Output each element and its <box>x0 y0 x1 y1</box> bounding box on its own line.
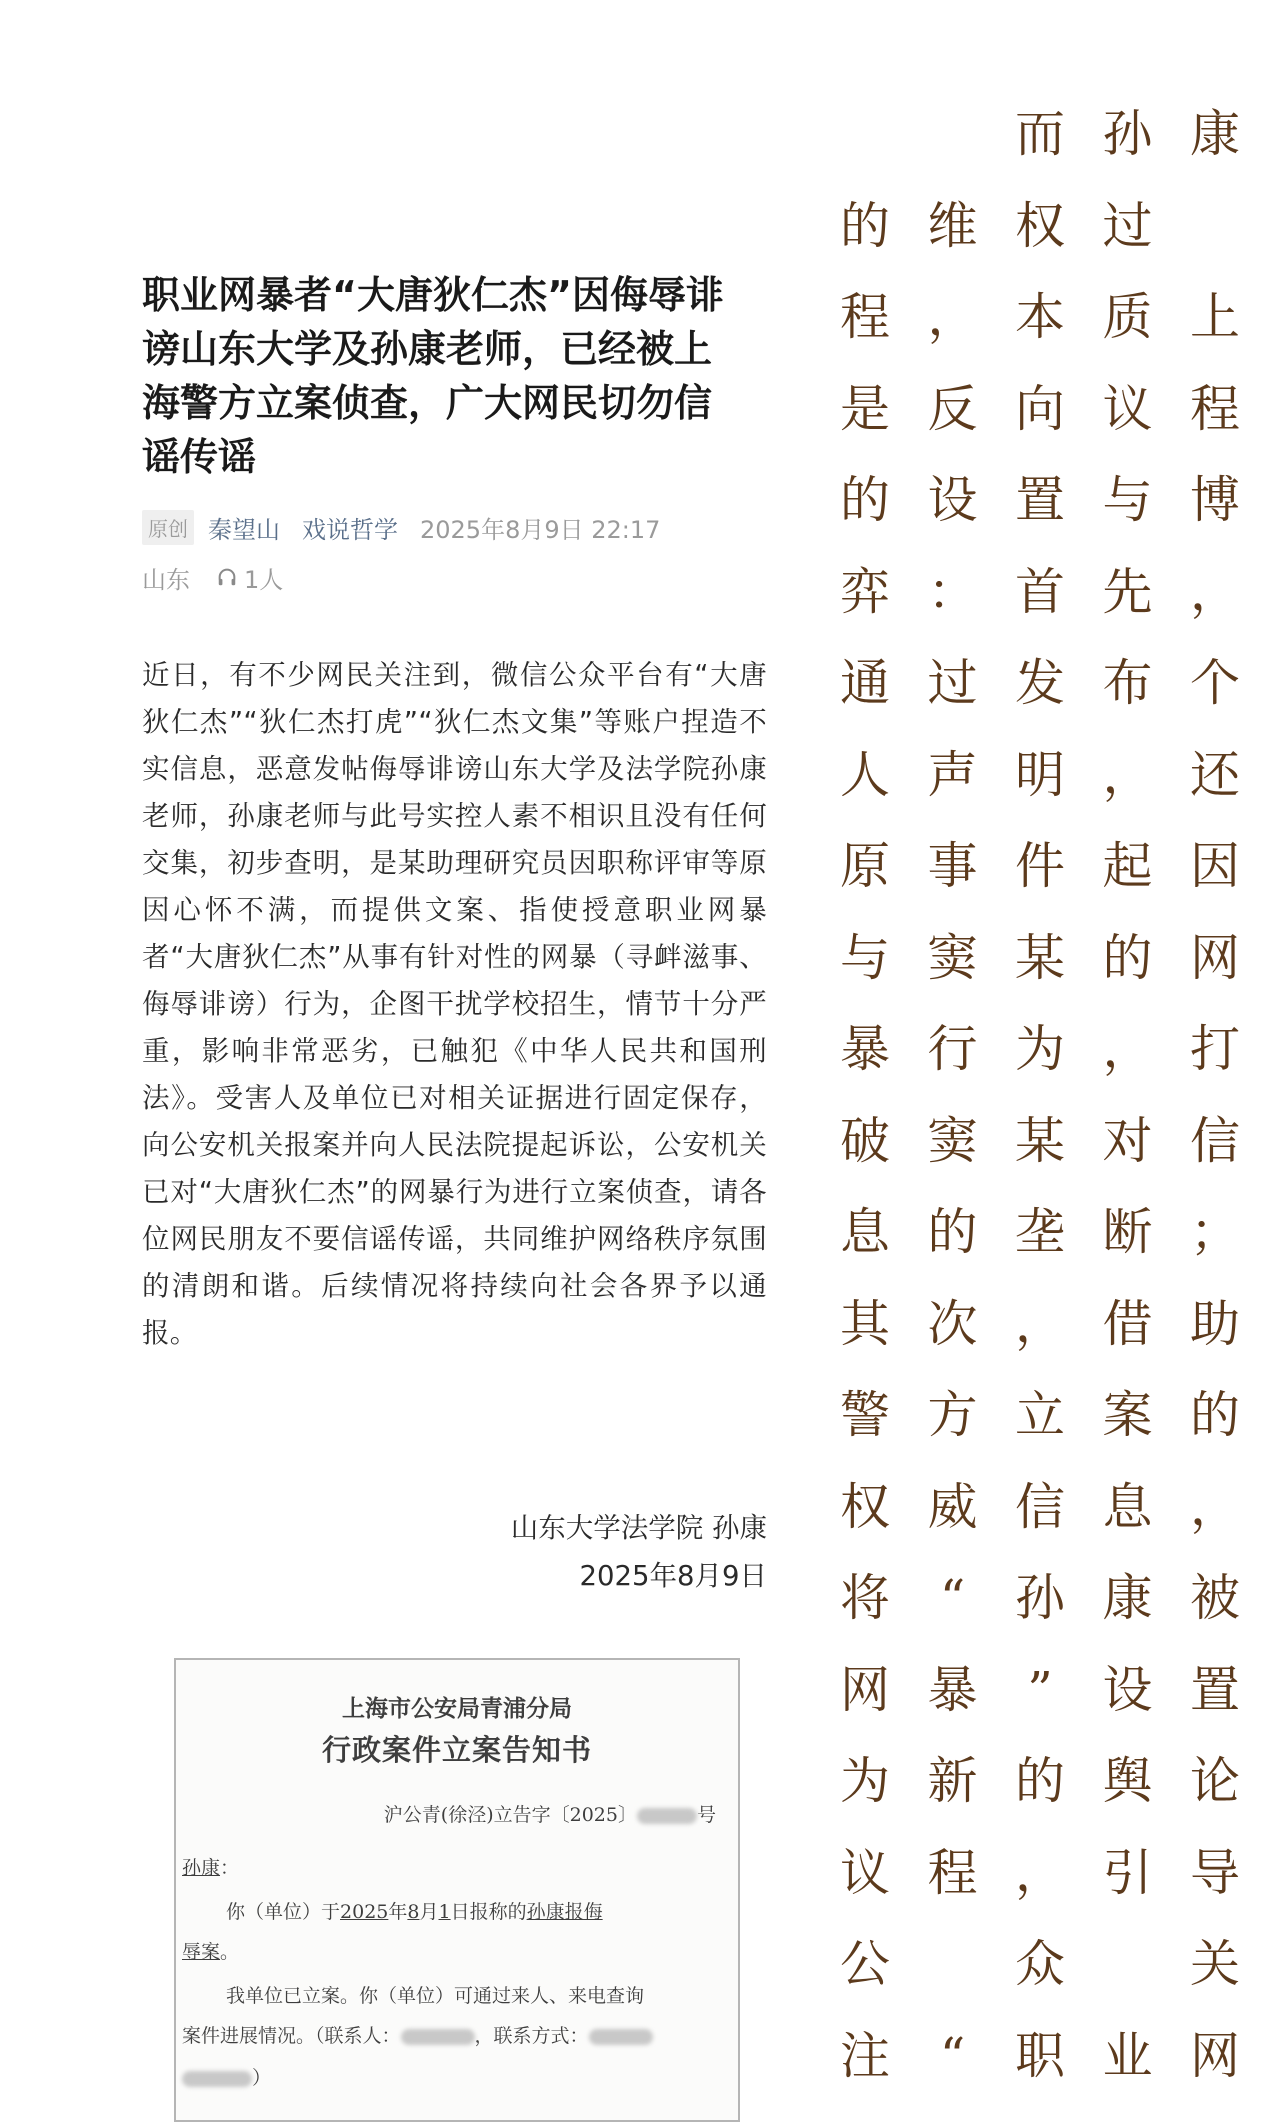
commentary-char: 上 <box>1190 288 1240 346</box>
case-notice-document <box>174 1658 740 2122</box>
commentary-char: 原 <box>840 837 890 895</box>
commentary-line <box>820 1552 1280 1644</box>
notice-line-5: ） <box>182 2058 722 2098</box>
commentary-line <box>820 1003 1280 1095</box>
commentary-char: 事 <box>927 837 978 895</box>
commentary-char: 窦 <box>927 1111 978 1170</box>
commentary-char: 网 <box>1190 928 1240 987</box>
commentary-char: 通 <box>840 654 890 712</box>
commentary-char: ， <box>1015 1843 1065 1902</box>
commentary-char: 论 <box>1190 1752 1240 1810</box>
commentary-char: 信 <box>1190 1111 1240 1170</box>
commentary-char: 暴 <box>840 1020 890 1078</box>
commentary-char: 起 <box>1102 837 1153 895</box>
commentary-line <box>820 454 1280 546</box>
commentary-line <box>820 637 1280 729</box>
commentary-char: “ <box>939 2026 966 2085</box>
commentary-char: 方 <box>927 1386 978 1444</box>
commentary-char: 职 <box>1015 2026 1065 2085</box>
commentary-char: 的 <box>1102 928 1153 987</box>
article-meta-secondary <box>142 558 283 596</box>
commentary-char: 发 <box>1015 654 1065 712</box>
commentary-char: 网 <box>840 1660 890 1719</box>
commentary-line <box>820 180 1280 272</box>
commentary-char: 弈 <box>840 562 890 621</box>
commentary-line <box>820 1369 1280 1461</box>
notice-line-2: 辱案。 <box>182 1941 240 1963</box>
commentary-char: 行 <box>927 1020 978 1078</box>
commentary-char: 议 <box>840 1843 890 1902</box>
notice-line-4: 案件进展情况。（联系人： ，联系方式： <box>182 2016 722 2056</box>
commentary-char: 而 <box>1015 105 1065 163</box>
commentary-char: 质 <box>1102 288 1153 346</box>
commentary-char: 某 <box>1015 1111 1065 1170</box>
commentary-char: 与 <box>840 928 890 987</box>
commentary-char: 垄 <box>1015 1203 1065 1261</box>
commentary-char: 破 <box>840 1111 890 1170</box>
commentary-char: 孙 <box>1015 1569 1065 1627</box>
article-title: 职业网暴者“大唐狄仁杰”因侮辱诽谤山东大学及孙康老师，已经被上海警方立案侦查，广大网民切勿信谣传谣 <box>142 273 724 479</box>
commentary-char: 设 <box>927 471 978 529</box>
account-link[interactable]: 戏说哲学 <box>302 515 398 544</box>
commentary-char: 注 <box>840 2026 890 2085</box>
commentary-char: 的 <box>927 1203 978 1261</box>
commentary-char: 本 <box>1015 288 1065 346</box>
commentary-char: 公 <box>840 1935 890 1993</box>
commentary-char: 为 <box>1015 1020 1065 1078</box>
commentary-char: 的 <box>1190 1386 1240 1444</box>
commentary-char: 过 <box>927 654 978 712</box>
headphones-icon <box>216 566 238 588</box>
notice-recipient: 孙康： <box>182 1857 240 1879</box>
commentary-char: 案 <box>1102 1386 1153 1444</box>
notice-line-3: 我单位已立案。你（单位）可通过来人、来电查询 <box>226 1985 645 2007</box>
commentary-char: ； <box>1190 1203 1240 1261</box>
commentary-char: 反 <box>927 379 978 438</box>
commentary-char: 警 <box>840 1386 890 1444</box>
commentary-char: 明 <box>1015 745 1065 804</box>
commentary-line <box>820 546 1280 638</box>
commentary-char: 导 <box>1190 1843 1240 1902</box>
commentary-char: 断 <box>1102 1203 1153 1261</box>
commentary-char: 博 <box>1190 471 1240 529</box>
commentary-line <box>820 1461 1280 1553</box>
commentary-line <box>820 1918 1280 2010</box>
commentary-char: ， <box>927 288 978 346</box>
commentary-char: 布 <box>1102 654 1153 712</box>
commentary-line <box>820 88 1280 180</box>
article-body: 近日，有不少网民关注到，微信公众平台有“大唐狄仁杰”“狄仁杰打虎”“狄仁杰文集”等账户捏造不实信息，恶意发帖侮辱诽谤山东大学及法学院孙康老师，孙康老师与此号实控人素不相识且没有任何交集，初步查明，是某助理研究员因职称评审等原因心怀不满，而提供文案、指使授意职业网暴者“大唐狄仁杰”从事有针对性的网暴（寻衅滋事、侮辱诽谤）行为，企图干扰学校招生，情节十分严重，影响非常恶劣，已触犯《中华人民共和国刑法》。受害人及单位已对相关证据进行固定保存，向公安机关报案并向人民法院提起诉讼，公安机关已对“大唐狄仁杰”的网暴行为进行立案侦查，请各位网民朋友不要信谣传谣，共同维护网络秩序氛围的清朗和谐。后续情况将持续向社会各界予以通报。 <box>142 659 767 1349</box>
commentary-char: 助 <box>1190 1294 1240 1353</box>
commentary-char: 件 <box>1015 837 1065 895</box>
commentary-char: 个 <box>1190 654 1240 712</box>
commentary-char: 置 <box>1015 471 1065 529</box>
commentary-char: ， <box>1190 1477 1240 1536</box>
commentary-char: 众 <box>1015 1935 1065 1993</box>
commentary-char: 是 <box>840 379 890 438</box>
commentary-char: 置 <box>1190 1660 1240 1719</box>
commentary-char: 将 <box>840 1569 890 1627</box>
commentary-char: 息 <box>840 1203 890 1261</box>
commentary-char: 业 <box>1102 2026 1153 2085</box>
publish-datetime: 2025年8月9日 22:17 <box>420 515 661 544</box>
commentary-line <box>820 1095 1280 1187</box>
commentary-char: ， <box>1102 745 1153 804</box>
commentary-char: 程 <box>840 288 890 346</box>
commentary-char: 关 <box>1190 1935 1240 1993</box>
commentary-char: 借 <box>1102 1294 1153 1353</box>
commentary-char: “ <box>939 1569 966 1627</box>
commentary-char: 暴 <box>927 1660 978 1719</box>
commentary-char: 向 <box>1015 379 1065 438</box>
commentary-char: 还 <box>1190 745 1240 804</box>
commentary-char: ， <box>1102 1020 1153 1078</box>
commentary-char: 对 <box>1102 1111 1153 1170</box>
commentary-char: 康 <box>1190 105 1240 163</box>
signature-date: 2025年8月9日 <box>579 1560 767 1592</box>
listener-count: 1人 <box>244 565 284 594</box>
commentary-char: 的 <box>1015 1752 1065 1810</box>
commentary-line <box>820 1735 1280 1827</box>
notice-title: 行政案件立案告知书 <box>321 1733 592 1767</box>
commentary-char: 首 <box>1015 562 1065 621</box>
commentary-char: 的 <box>840 471 890 529</box>
commentary-char: 新 <box>927 1752 978 1810</box>
commentary-char: 舆 <box>1102 1752 1153 1810</box>
commentary-char: 网 <box>1190 2026 1240 2085</box>
commentary-char: 被 <box>1190 1569 1240 1627</box>
commentary-line <box>820 1644 1280 1736</box>
commentary-char: 因 <box>1190 837 1240 895</box>
signature-org: 山东大学法学院 孙康 <box>510 1512 767 1544</box>
commentary-char: 与 <box>1102 471 1153 529</box>
commentary-line <box>820 1278 1280 1370</box>
commentary-char: 权 <box>1015 196 1065 255</box>
notice-line-1: 你（单位）于2025年8月1日报称的孙康报侮 <box>226 1901 603 1923</box>
commentary-line <box>820 912 1280 1004</box>
commentary-char: 打 <box>1190 1020 1240 1078</box>
commentary-char: ” <box>1027 1660 1053 1719</box>
commentary-char: 次 <box>927 1294 978 1353</box>
commentary-line <box>820 363 1280 455</box>
commentary-char: 窦 <box>927 928 978 987</box>
commentary-char: 权 <box>840 1477 890 1536</box>
commentary-char: 其 <box>840 1294 890 1353</box>
commentary-char: 人 <box>840 745 890 804</box>
commentary-char: ： <box>927 562 978 621</box>
commentary-line <box>820 1827 1280 1919</box>
commentary-char: 信 <box>1015 1477 1065 1536</box>
commentary-char: 设 <box>1102 1660 1153 1719</box>
commentary-line <box>820 1186 1280 1278</box>
article-meta <box>142 508 660 546</box>
commentary-char: 维 <box>927 196 978 255</box>
commentary-char: 息 <box>1102 1477 1153 1536</box>
commentary-char: 康 <box>1102 1569 1153 1627</box>
commentary-char: 程 <box>1190 379 1240 438</box>
commentary-line <box>820 2010 1280 2102</box>
author-link[interactable]: 秦望山 <box>208 515 280 544</box>
commentary-char: 声 <box>927 745 978 804</box>
commentary-char: 某 <box>1015 928 1065 987</box>
commentary-char: 程 <box>927 1843 978 1902</box>
commentary-char: ， <box>1015 1294 1065 1353</box>
commentary-line <box>820 820 1280 912</box>
commentary-char: 过 <box>1102 196 1153 255</box>
commentary-char: 先 <box>1102 562 1153 621</box>
commentary-char: 孙 <box>1102 105 1153 163</box>
commentary-line <box>820 271 1280 363</box>
commentary-char: 立 <box>1015 1386 1065 1444</box>
location-label: 山东 <box>142 565 190 594</box>
commentary-char: 引 <box>1102 1843 1153 1902</box>
original-badge: 原创 <box>142 510 194 545</box>
commentary-char: 的 <box>840 196 890 255</box>
notice-number: 沪公青(徐泾)立告字〔2025〕 号 <box>383 1804 716 1826</box>
commentary-char: 威 <box>927 1477 978 1536</box>
notice-agency: 上海市公安局青浦分局 <box>342 1695 572 1722</box>
commentary-panel <box>820 0 1280 2097</box>
commentary-char: ， <box>1190 562 1240 621</box>
commentary-char: 为 <box>840 1752 890 1810</box>
commentary-char: 议 <box>1102 379 1153 438</box>
commentary-line <box>820 729 1280 821</box>
